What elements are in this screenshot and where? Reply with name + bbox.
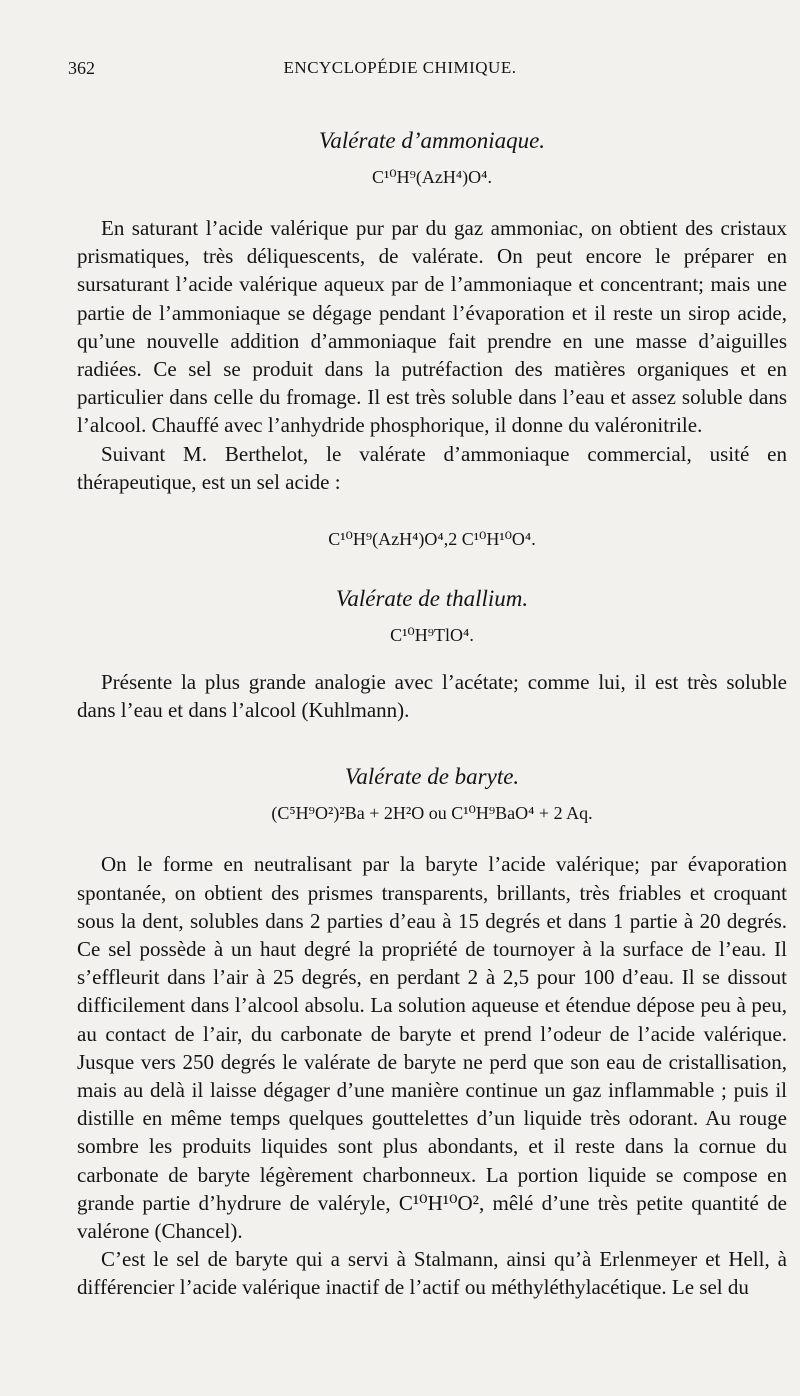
section-title-barium: Valérate de baryte. — [344, 764, 520, 790]
paragraph-barium-1: On le forme en neutralisant par la baryte l’acide valérique; par évaporation spontanée, on obtient des prismes transparents, brillants, très friables et croquant sous la dent, solubles dans 2 parties d’eau à 15 degrés et dans 1 partie à 20 degrés. Ce sel possède à un haut degré la propriété de tournoyer à la surface de l’eau. Il s’effleurit dans l’air à 25 degrés, en perdant 2 à 2,5 pour 100 d’eau. Il se dissout difficilement dans l’alcool absolu. La solution aqueuse et étendue dépose peu à peu, au contact de l’air, du carbonate de baryte et prend l’odeur de l’acide valérique. Jusque vers 250 degrés le valérate de baryte ne perd que son eau de cristallisation, mais au delà il laisse dégager d’une manière continue un gaz inflammable ; puis il distille en même temps quelques gouttelettes d’un liquide très odorant. Au rouge sombre les produits liquides sont plus abondants, et il reste dans la cornue du carbonate de baryte légèrement charbonneux. La portion liquide se compose en grande partie d’hydrure de valéryle, C¹⁰H¹⁰O², mêlé d’une très petite quantité de valérone (Chancel). — [77, 852, 787, 1244]
paragraph-ammonium-1: En saturant l’acide valérique pur par du gaz ammoniac, on obtient des cristaux prismatiques, très déliquescents, de valérate. On peut encore le préparer en sursaturant l’acide valérique aqueux par de l’ammoniaque et concentrant; mais une partie de l’ammoniaque se dégage pendant l’évaporation et il reste un sirop acide, qu’une nouvelle addition d’ammoniaque fait prendre en une masse d’aiguilles radiées. Ce sel se produit dans la putréfaction des matières organiques et en particulier dans celle du fromage. Il est très soluble dans l’eau et assez soluble dans l’alcool. Chauffé avec l’anhydride phosphorique, il donne du valéronitrile. — [77, 216, 787, 438]
paragraph-thallium: Présente la plus grande analogie avec l’acétate; comme lui, il est très soluble dans l’eau et dans l’alcool (Kuhlmann). — [77, 670, 787, 723]
page-number: 362 — [68, 58, 95, 78]
formula-thallium: C¹⁰H⁹TlO⁴. — [390, 625, 474, 646]
section-title-ammonium: Valérate d’ammoniaque. — [318, 128, 546, 153]
formula-ammonium-acid-salt: C¹⁰H⁹(AzH⁴)O⁴,2 C¹⁰H¹⁰O⁴. — [328, 529, 536, 550]
running-title: ENCYCLOPÉDIE CHIMIQUE. — [283, 58, 517, 77]
page-body — [77, 126, 787, 1302]
section-title-thallium: Valérate de thallium. — [335, 586, 529, 612]
paragraph-barium-2: C’est le sel de baryte qui a servi à Stalmann, ainsi qu’à Erlenmeyer et Hell, à différencier l’acide valérique inactif de l’actif ou méthyléthylacétique. Le sel du — [77, 1247, 787, 1300]
formula-barium: (C⁵H⁹O²)²Ba + 2H²O ou C¹⁰H⁹BaO⁴ + 2 Aq. — [271, 803, 593, 824]
formula-ammonium: C¹⁰H⁹(AzH⁴)O⁴. — [372, 167, 492, 187]
paragraph-ammonium-2: Suivant M. Berthelot, le valérate d’ammoniaque commercial, usité en thérapeutique, est un sel acide : — [77, 441, 787, 494]
running-header — [0, 58, 800, 82]
